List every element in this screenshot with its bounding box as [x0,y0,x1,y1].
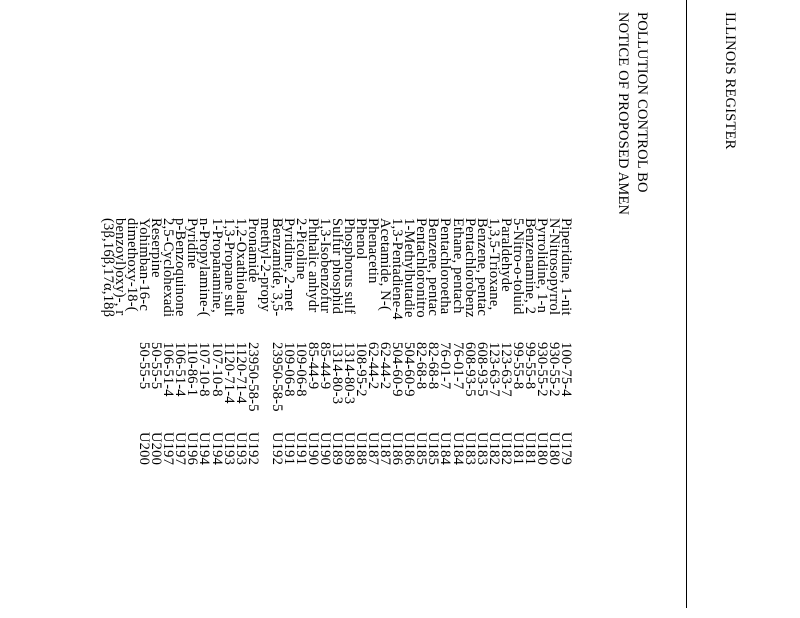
cas-number-cell: 110-86-1 [184,342,201,397]
cas-number-cell: 108-95-2 [353,342,370,397]
waste-code-cell: U190 [317,432,333,466]
cas-number-cell: 50-55-5 [136,342,153,390]
substance-name-cell: n-Propylamine-( [196,218,213,317]
header-rule [686,0,687,608]
substance-name-cell: Benzene, pentac [425,218,442,317]
waste-code-cell: U182 [485,432,502,466]
substance-name-cell: (3β,16β,17α,18β [100,218,117,318]
cas-number-cell: 23950-58-5 [244,342,261,412]
waste-code-cell: U184 [437,432,454,466]
cas-number-cell: 106-51-4 [160,342,177,397]
cas-number-cell: 504-60-9 [401,342,418,397]
substance-name-cell: 2-Picoline [292,218,309,280]
waste-code-cell: U185 [425,432,442,466]
substance-name-cell: Phthalic anhydr [304,218,321,313]
waste-code-cell: U197 [172,432,189,466]
substance-name-cell: Pyrrolidine, 1-n [533,218,550,314]
waste-code-cell: U194 [196,432,213,466]
cas-number-cell: 62-44-2 [377,342,394,390]
substance-name-cell: p-Benzoquinone [172,218,189,317]
substance-name-cell: Benzenamine, 2 [521,218,538,315]
waste-code-cell: U183 [473,432,490,466]
waste-code-cell: U182 [497,432,514,466]
substance-name-cell: Acetamide, N-( [377,218,394,311]
cas-number-cell: 76-01-7 [437,342,454,390]
substance-name-cell: 1,3,5-Trioxane, [485,218,502,311]
cas-number-cell: 123-63-7 [497,342,514,397]
cas-number-cell: 106-51-4 [172,342,189,397]
waste-code-cell: U186 [401,432,418,466]
waste-code-cell: U194 [208,432,225,466]
substance-name-cell: 1,3-Pentadiene-4 [389,218,406,320]
waste-code-cell: U180 [545,432,562,466]
substance-name-cell: 5-Nitro-o-toluid [509,218,526,315]
notice-title: NOTICE OF PROPOSED AMEN [615,12,631,216]
substance-name-cell: Sulfur phosphid [329,218,346,315]
waste-code-cell: U187 [365,432,382,466]
substance-name-cell: 1,3-Isobenzofur [317,218,333,314]
cas-number-cell: 99-55-8 [509,342,526,390]
cas-number-cell: 85-44-9 [317,342,333,390]
cas-number-cell: 930-55-2 [533,342,550,397]
waste-code-cell: U200 [136,432,153,466]
substance-name-cell: 2,5-Cyclohexadi [160,218,177,318]
waste-code-cell: U185 [413,432,430,466]
register-title: ILLINOIS REGISTER [722,12,738,150]
substance-name-cell: 1-Propanamine, [208,218,225,314]
substance-name-cell: Phenacetin [365,218,382,284]
waste-code-cell: U181 [509,432,526,466]
waste-code-cell: U200 [148,432,165,466]
substance-name-cell: dimethoxy-18-( [124,218,141,312]
waste-code-cell: U196 [184,432,201,466]
substance-name-cell: benzoyl)oxy)-, r [112,218,129,316]
substance-name-cell: methyl-2-propy [256,218,273,312]
cas-number-cell: 82-68-8 [425,342,442,390]
substance-name-cell: N-Nitrosopyrrol [545,218,562,316]
cas-number-cell: 608-93-5 [461,342,478,397]
substance-name-cell: Pyridine [184,218,201,269]
waste-code-cell: U187 [377,432,394,466]
waste-code-cell: U179 [558,432,574,466]
substance-name-cell: Pyridine, 2-met [280,218,297,312]
substance-name-cell: Paraldehyde [497,218,514,292]
substance-name-cell: Phenol [353,218,370,260]
cas-number-cell: 109-06-8 [280,342,297,397]
substance-name-cell: 1-Methylbutadie [401,218,418,318]
cas-number-cell: 1120-71-4 [220,342,237,404]
cas-number-cell: 62-44-2 [365,342,382,390]
cas-number-cell: 504-60-9 [389,342,406,397]
cas-number-cell: 1314-80-3 [329,342,346,405]
waste-code-cell: U190 [304,432,321,466]
waste-code-cell: U184 [449,432,466,466]
waste-code-cell: U197 [160,432,177,466]
substance-name-cell: Piperidine, 1-nit [558,218,574,316]
cas-number-cell: 109-06-8 [292,342,309,397]
cas-number-cell: 608-93-5 [473,342,490,397]
waste-code-cell: U183 [461,432,478,466]
cas-number-cell: 107-10-8 [208,342,225,397]
cas-number-cell: 1120-71-4 [232,342,249,404]
cas-number-cell: 85-44-9 [304,342,321,390]
cas-number-cell: 107-10-8 [196,342,213,397]
cas-number-cell: 100-75-4 [558,342,574,397]
cas-number-cell: 76-01-7 [449,342,466,390]
cas-number-cell: 82-68-8 [413,342,430,390]
waste-code-cell: U193 [220,432,237,466]
substance-name-cell: Pentachlorobenz [461,218,478,318]
substance-name-cell: Benzamide, 3,5- [268,218,285,317]
waste-code-cell: U192 [268,432,285,466]
cas-number-cell: 50-55-5 [148,342,165,390]
waste-code-cell: U191 [280,432,297,466]
substance-name-cell: Pentachloroetha [437,218,454,315]
waste-code-cell: U188 [353,432,370,466]
cas-number-cell: 23950-58-5 [268,342,285,412]
substance-name-cell: Pronamide [244,218,261,283]
substance-name-cell: Benzene, pentac [473,218,490,317]
substance-name-cell: Reserpine [148,218,165,278]
cas-number-cell: 1314-80-3 [341,342,358,405]
substance-name-cell: Pentachloronitro [413,218,430,318]
substance-name-cell: 1,2-Oxathiolane [232,218,249,315]
cas-number-cell: 930-55-2 [545,342,562,397]
substance-name-cell: Phosphorus sulf [341,218,358,315]
board-title: POLLUTION CONTROL BO [634,12,650,193]
waste-code-cell: U180 [533,432,550,466]
substance-name-cell: Yohimban-16-c [136,218,153,311]
waste-code-cell: U181 [521,432,538,466]
waste-code-cell: U189 [341,432,358,466]
waste-code-cell: U193 [232,432,249,466]
cas-number-cell: 99-55-8 [521,342,538,390]
substance-name-cell: 1,3-Propane sult [220,218,237,317]
waste-code-cell: U189 [329,432,346,466]
waste-code-cell: U192 [244,432,261,466]
substance-name-cell: Ethane, pentach [449,218,466,314]
waste-code-cell: U186 [389,432,406,466]
waste-code-cell: U191 [292,432,309,466]
cas-number-cell: 123-63-7 [485,342,502,397]
